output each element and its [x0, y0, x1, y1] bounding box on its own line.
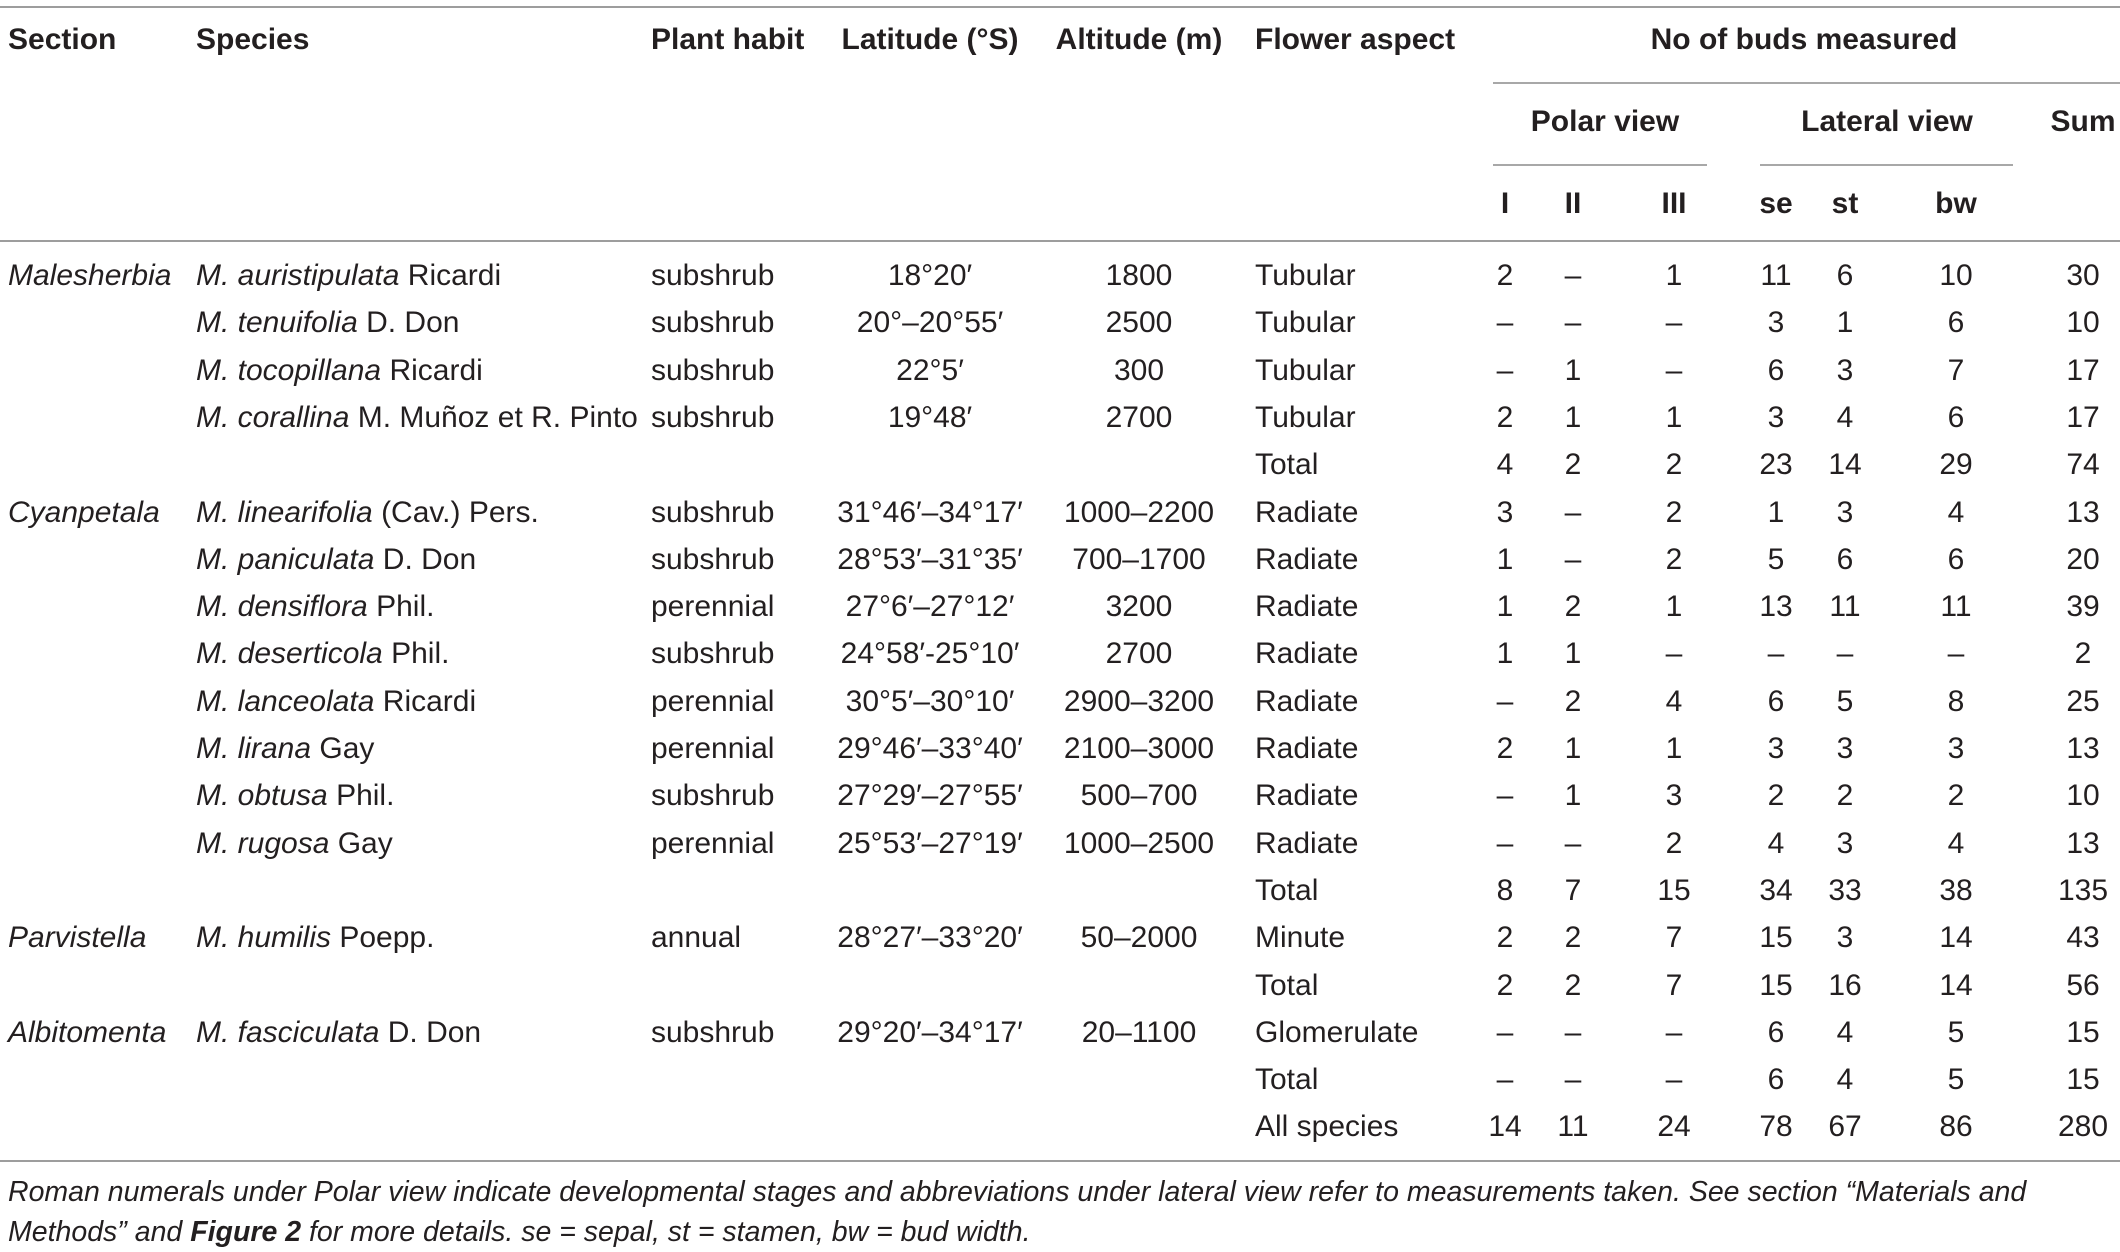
flower-aspect: Total [1255, 448, 1319, 481]
table-bottom-rule [0, 1160, 2120, 1162]
count-polar-III: 4 [1665, 685, 1683, 718]
plant-habit: subshrub [651, 637, 775, 670]
count-polar-III: 1 [1665, 401, 1683, 434]
section-name: Malesherbia [8, 259, 172, 292]
flower-aspect: Radiate [1255, 779, 1359, 812]
count-lateral-st: 67 [1828, 1110, 1862, 1143]
latitude: 20°–20°55′ [856, 306, 1004, 339]
count-polar-III: 3 [1665, 779, 1683, 812]
count-lateral-st: – [1836, 637, 1854, 670]
count-lateral-se: 3 [1767, 306, 1785, 339]
count-lateral-bw: 86 [1939, 1110, 1973, 1143]
count-polar-I: – [1496, 685, 1514, 718]
count-polar-I: – [1496, 1063, 1514, 1096]
header-latitude: Latitude (°S) [841, 23, 1019, 56]
count-lateral-bw: 10 [1939, 259, 1973, 292]
count-polar-III: – [1665, 1063, 1683, 1096]
count-lateral-bw: 4 [1947, 827, 1965, 860]
flower-aspect: Tubular [1255, 259, 1356, 292]
count-lateral-se: 2 [1767, 779, 1785, 812]
count-lateral-se: 6 [1767, 685, 1785, 718]
count-sum: 17 [2066, 354, 2100, 387]
header-lateral-view: Lateral view [1801, 105, 1973, 138]
count-polar-III: 7 [1665, 969, 1683, 1002]
count-polar-I: 14 [1488, 1110, 1522, 1143]
plant-habit: perennial [651, 590, 775, 623]
count-polar-II: 1 [1564, 637, 1582, 670]
flower-aspect: Radiate [1255, 496, 1359, 529]
altitude: 3200 [1105, 590, 1173, 623]
count-sum: 13 [2066, 496, 2100, 529]
count-polar-II: 7 [1564, 874, 1582, 907]
count-lateral-bw: 5 [1947, 1063, 1965, 1096]
altitude: 2700 [1105, 637, 1173, 670]
latitude: 25°53′–27°19′ [837, 827, 1023, 860]
species-name [196, 731, 374, 767]
species-name [196, 636, 449, 672]
count-lateral-se: 6 [1767, 1016, 1785, 1049]
count-lateral-se: 15 [1759, 969, 1793, 1002]
header-plant-habit: Plant habit [651, 23, 805, 56]
species-authority: Phil. [367, 590, 435, 623]
count-lateral-bw: 29 [1939, 448, 1973, 481]
count-lateral-se: 3 [1767, 732, 1785, 765]
species-binomial: M. humilis [196, 921, 332, 954]
count-lateral-bw: 7 [1947, 354, 1965, 387]
header-lateral-se: se [1759, 187, 1793, 220]
count-lateral-st: 4 [1836, 1063, 1854, 1096]
species-name [196, 589, 434, 625]
count-polar-I: 1 [1496, 543, 1514, 576]
species-authority: (Cav.) Pers. [372, 496, 539, 529]
species-name [196, 826, 393, 862]
count-polar-III: – [1665, 637, 1683, 670]
count-sum: 56 [2066, 969, 2100, 1002]
header-polar-I: I [1500, 187, 1510, 220]
header-lateral-bw: bw [1935, 187, 1977, 220]
header-buds-measured: No of buds measured [1650, 23, 1958, 56]
count-sum: 30 [2066, 259, 2100, 292]
count-polar-II: 2 [1564, 685, 1582, 718]
section-name: Albitomenta [8, 1016, 167, 1049]
count-lateral-se: 5 [1767, 543, 1785, 576]
count-polar-III: 2 [1665, 827, 1683, 860]
species-binomial: M. auristipulata [196, 259, 400, 292]
count-polar-II: – [1564, 1016, 1582, 1049]
flower-aspect: Tubular [1255, 354, 1356, 387]
header-altitude: Altitude (m) [1055, 23, 1223, 56]
latitude: 28°27′–33°20′ [837, 921, 1023, 954]
count-lateral-st: 6 [1836, 543, 1854, 576]
count-sum: 17 [2066, 401, 2100, 434]
count-polar-I: 1 [1496, 590, 1514, 623]
count-lateral-st: 3 [1836, 827, 1854, 860]
latitude: 30°5′–30°10′ [845, 685, 1015, 718]
plant-habit: perennial [651, 732, 775, 765]
latitude: 27°29′–27°55′ [837, 779, 1023, 812]
count-polar-I: 8 [1496, 874, 1514, 907]
altitude: 500–700 [1080, 779, 1198, 812]
count-lateral-st: 1 [1836, 306, 1854, 339]
buds-measured-rule [1493, 82, 2120, 84]
species-authority: M. Muñoz et R. Pinto [349, 401, 638, 434]
plant-habit: subshrub [651, 354, 775, 387]
species-name [196, 778, 394, 814]
count-lateral-st: 3 [1836, 921, 1854, 954]
count-polar-I: 1 [1496, 637, 1514, 670]
species-name [196, 920, 434, 956]
species-binomial: M. fasciculata [196, 1016, 380, 1049]
count-lateral-se: 23 [1759, 448, 1793, 481]
altitude: 50–2000 [1080, 921, 1198, 954]
count-polar-II: 11 [1557, 1110, 1589, 1143]
count-polar-III: 2 [1665, 496, 1683, 529]
count-polar-I: – [1496, 306, 1514, 339]
count-lateral-bw: 2 [1947, 779, 1965, 812]
count-polar-II: 1 [1564, 732, 1582, 765]
count-lateral-bw: 4 [1947, 496, 1965, 529]
count-polar-I: 2 [1496, 732, 1514, 765]
count-polar-II: 2 [1564, 921, 1582, 954]
header-lateral-st: st [1831, 187, 1859, 220]
count-polar-III: 1 [1665, 590, 1683, 623]
count-polar-I: – [1496, 779, 1514, 812]
flower-aspect: Glomerulate [1255, 1016, 1419, 1049]
species-binomial: M. linearifolia [196, 496, 373, 529]
table-caption [8, 1172, 2113, 1252]
species-name [196, 495, 539, 531]
species-authority: Gay [311, 732, 375, 765]
count-lateral-bw: 5 [1947, 1016, 1965, 1049]
species-binomial: M. lanceolata [196, 685, 375, 718]
count-sum: 43 [2066, 921, 2100, 954]
species-name [196, 542, 476, 578]
flower-aspect: Tubular [1255, 306, 1356, 339]
count-lateral-se: 34 [1759, 874, 1793, 907]
latitude: 31°46′–34°17′ [837, 496, 1023, 529]
count-lateral-st: 3 [1836, 354, 1854, 387]
plant-habit: subshrub [651, 1016, 775, 1049]
count-lateral-bw: 6 [1947, 543, 1965, 576]
flower-aspect: Total [1255, 1063, 1319, 1096]
species-binomial: M. obtusa [196, 779, 328, 812]
flower-aspect: Total [1255, 874, 1319, 907]
count-polar-II: 1 [1564, 779, 1582, 812]
count-lateral-st: 33 [1828, 874, 1862, 907]
species-binomial: M. paniculata [196, 543, 375, 576]
count-polar-III: 2 [1665, 543, 1683, 576]
latitude: 18°20′ [887, 259, 973, 292]
species-name [196, 684, 476, 720]
section-name: Parvistella [8, 921, 147, 954]
header-polar-III: III [1661, 187, 1687, 220]
count-lateral-st: 5 [1836, 685, 1854, 718]
count-polar-I: 2 [1496, 921, 1514, 954]
count-polar-II: 1 [1564, 401, 1582, 434]
count-polar-III: 7 [1665, 921, 1683, 954]
header-polar-II: II [1564, 187, 1582, 220]
altitude: 2700 [1105, 401, 1173, 434]
species-name [196, 305, 459, 341]
header-species: Species [196, 23, 310, 56]
species-authority: Poepp. [331, 921, 435, 954]
count-polar-II: 2 [1564, 590, 1582, 623]
count-lateral-bw: 6 [1947, 306, 1965, 339]
plant-habit: subshrub [651, 543, 775, 576]
flower-aspect: Minute [1255, 921, 1346, 954]
flower-aspect: All species [1255, 1110, 1399, 1143]
count-polar-II: – [1564, 259, 1582, 292]
count-polar-II: 2 [1564, 448, 1582, 481]
flower-aspect: Radiate [1255, 827, 1359, 860]
species-authority: D. Don [357, 306, 460, 339]
count-sum: 13 [2066, 827, 2100, 860]
figure-reference: Figure 2 [190, 1216, 302, 1248]
latitude: 22°5′ [896, 354, 964, 387]
count-polar-III: 2 [1665, 448, 1683, 481]
count-lateral-se: 6 [1767, 354, 1785, 387]
count-lateral-se: – [1767, 637, 1785, 670]
altitude: 1000–2500 [1063, 827, 1215, 860]
flower-aspect: Radiate [1255, 543, 1359, 576]
header-sum: Sum [2050, 105, 2116, 138]
count-sum: 280 [2057, 1110, 2109, 1143]
count-polar-I: 2 [1496, 969, 1514, 1002]
count-lateral-bw: – [1947, 637, 1965, 670]
count-polar-II: – [1564, 306, 1582, 339]
plant-habit: subshrub [651, 496, 775, 529]
header-bottom-rule [0, 240, 2120, 242]
latitude: 29°46′–33°40′ [837, 732, 1023, 765]
count-lateral-se: 3 [1767, 401, 1785, 434]
count-polar-II: 1 [1564, 354, 1582, 387]
latitude: 28°53′–31°35′ [837, 543, 1023, 576]
count-sum: 10 [2066, 306, 2100, 339]
count-lateral-st: 6 [1836, 259, 1854, 292]
flower-aspect: Radiate [1255, 637, 1359, 670]
count-lateral-se: 6 [1767, 1063, 1785, 1096]
species-name [196, 353, 483, 389]
species-authority: D. Don [379, 1016, 482, 1049]
count-sum: 25 [2066, 685, 2100, 718]
count-lateral-bw: 6 [1947, 401, 1965, 434]
altitude: 2100–3000 [1063, 732, 1215, 765]
count-lateral-bw: 14 [1939, 921, 1973, 954]
species-binomial: M. tocopillana [196, 354, 382, 387]
count-lateral-bw: 38 [1939, 874, 1973, 907]
species-name [196, 258, 501, 294]
count-lateral-bw: 11 [1940, 590, 1972, 623]
count-sum: 10 [2066, 779, 2100, 812]
count-polar-I: – [1496, 1016, 1514, 1049]
count-sum: 135 [2057, 874, 2109, 907]
flower-aspect: Tubular [1255, 401, 1356, 434]
species-binomial: M. rugosa [196, 827, 330, 860]
count-lateral-se: 1 [1767, 496, 1785, 529]
species-authority: Ricardi [399, 259, 502, 292]
count-sum: 74 [2066, 448, 2100, 481]
section-name: Cyanpetala [8, 496, 160, 529]
altitude: 20–1100 [1081, 1016, 1197, 1049]
count-lateral-st: 14 [1828, 448, 1862, 481]
count-polar-II: – [1564, 496, 1582, 529]
species-binomial: M. corallina [196, 401, 350, 434]
flower-aspect: Radiate [1255, 590, 1359, 623]
polar-view-rule [1493, 164, 1707, 166]
count-sum: 39 [2066, 590, 2100, 623]
count-lateral-st: 2 [1836, 779, 1854, 812]
count-polar-II: 2 [1564, 969, 1582, 1002]
count-sum: 15 [2066, 1063, 2100, 1096]
flower-aspect: Radiate [1255, 685, 1359, 718]
count-polar-III: 1 [1665, 259, 1683, 292]
flower-aspect: Total [1255, 969, 1319, 1002]
header-section: Section [8, 23, 117, 56]
count-lateral-se: 11 [1760, 259, 1792, 292]
count-polar-I: 4 [1496, 448, 1514, 481]
count-lateral-st: 11 [1829, 590, 1861, 623]
count-polar-I: 2 [1496, 401, 1514, 434]
count-lateral-st: 3 [1836, 732, 1854, 765]
count-polar-II: – [1564, 543, 1582, 576]
count-sum: 20 [2066, 543, 2100, 576]
count-lateral-se: 78 [1759, 1110, 1793, 1143]
count-sum: 2 [2074, 637, 2092, 670]
count-polar-I: – [1496, 827, 1514, 860]
latitude: 24°58′-25°10′ [840, 637, 1020, 670]
species-name [196, 400, 638, 436]
header-flower-aspect: Flower aspect [1255, 23, 1456, 56]
altitude: 300 [1113, 354, 1165, 387]
count-sum: 13 [2066, 732, 2100, 765]
species-authority: Ricardi [381, 354, 483, 387]
count-polar-II: – [1564, 827, 1582, 860]
species-name [196, 1015, 481, 1051]
count-polar-III: 15 [1657, 874, 1691, 907]
count-lateral-se: 4 [1767, 827, 1785, 860]
count-polar-II: – [1564, 1063, 1582, 1096]
flower-aspect: Radiate [1255, 732, 1359, 765]
plant-habit: subshrub [651, 401, 775, 434]
plant-habit: subshrub [651, 306, 775, 339]
plant-habit: annual [651, 921, 742, 954]
count-sum: 15 [2066, 1016, 2100, 1049]
species-authority: Phil. [327, 779, 395, 812]
count-polar-III: – [1665, 354, 1683, 387]
caption-text-1: Roman numerals under Polar view indicate developmental stages and abbreviations under lateral view refer to measurements taken. See section “Materials and Methods” and [8, 1176, 2027, 1248]
count-lateral-st: 16 [1828, 969, 1862, 1002]
altitude: 1800 [1105, 259, 1173, 292]
count-polar-III: – [1665, 1016, 1683, 1049]
species-authority: Ricardi [374, 685, 477, 718]
plant-habit: perennial [651, 827, 775, 860]
count-lateral-bw: 8 [1947, 685, 1965, 718]
plant-habit: subshrub [651, 259, 775, 292]
plant-habit: subshrub [651, 779, 775, 812]
species-binomial: M. deserticola [196, 637, 383, 670]
altitude: 1000–2200 [1063, 496, 1215, 529]
species-authority: Gay [329, 827, 393, 860]
count-polar-III: – [1665, 306, 1683, 339]
latitude: 29°20′–34°17′ [837, 1016, 1023, 1049]
species-binomial: M. densiflora [196, 590, 368, 623]
lateral-view-rule [1760, 164, 2013, 166]
altitude: 700–1700 [1072, 543, 1206, 576]
table-top-rule [0, 6, 2120, 8]
species-binomial: M. tenuifolia [196, 306, 358, 339]
latitude: 19°48′ [887, 401, 973, 434]
header-polar-view: Polar view [1530, 105, 1680, 138]
count-polar-III: 1 [1665, 732, 1683, 765]
count-lateral-bw: 3 [1947, 732, 1965, 765]
latitude: 27°6′–27°12′ [845, 590, 1015, 623]
species-authority: Phil. [382, 637, 450, 670]
altitude: 2900–3200 [1063, 685, 1215, 718]
species-binomial: M. lirana [196, 732, 312, 765]
plant-habit: perennial [651, 685, 775, 718]
species-authority: D. Don [374, 543, 477, 576]
count-lateral-st: 4 [1836, 401, 1854, 434]
count-lateral-se: 13 [1759, 590, 1793, 623]
count-polar-I: 2 [1496, 259, 1514, 292]
count-polar-I: 3 [1496, 496, 1514, 529]
caption-text-2: for more details. se = sepal, st = stamen, bw = bud width. [301, 1216, 1031, 1248]
count-polar-I: – [1496, 354, 1514, 387]
altitude: 2500 [1105, 306, 1173, 339]
count-lateral-st: 4 [1836, 1016, 1854, 1049]
count-lateral-se: 15 [1759, 921, 1793, 954]
count-lateral-bw: 14 [1939, 969, 1973, 1002]
count-polar-III: 24 [1657, 1110, 1691, 1143]
count-lateral-st: 3 [1836, 496, 1854, 529]
